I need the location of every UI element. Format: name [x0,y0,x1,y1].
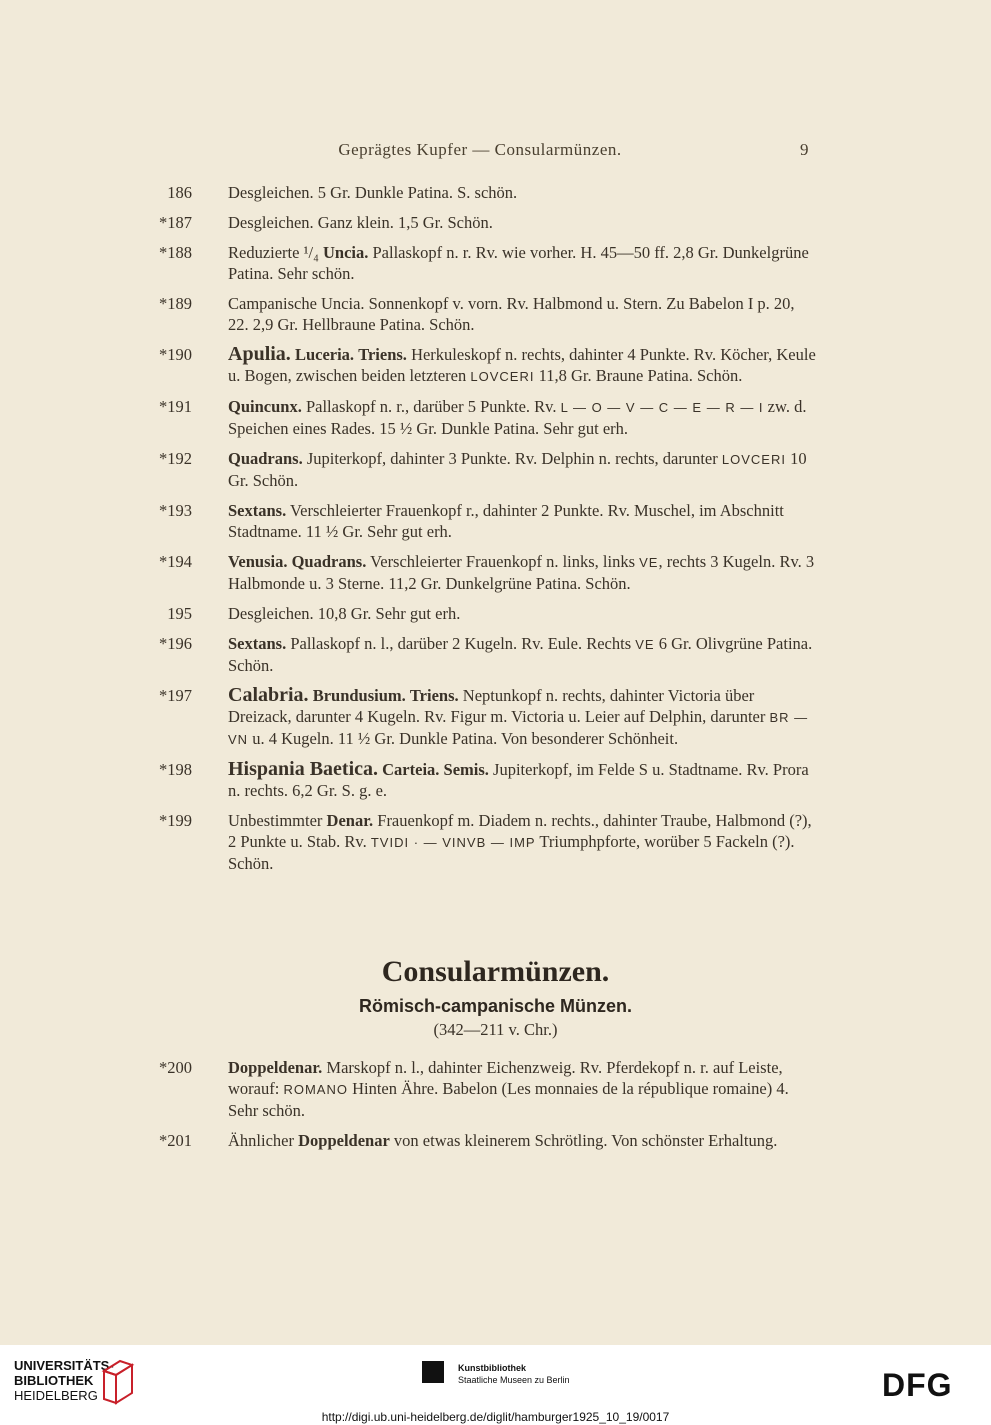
entry-text: LOVCERI [721,452,786,467]
entry-text: Desgleichen. 10,8 Gr. Sehr gut erh. [228,604,461,623]
entry-text: Verschleierter Frauenkopf n. links, links [366,552,640,571]
entry-text: Jupiterkopf, dahinter 3 Punkte. Rv. Delphin n. rechts, darunter [302,449,722,468]
entry-text: Uncia. [323,243,369,262]
section-date: (342—211 v. Chr.) [433,1020,558,1039]
section-subtitle: Römisch-campanische Münzen. [358,996,633,1016]
catalog-entry [148,633,818,676]
entry-text: Campanische Uncia. Sonnenkopf v. vorn. Rv. Halbmond u. Stern. Zu Babelon I p. 20, 22. 2,9 Gr. Hellbraune Patina. Schön. [228,294,795,334]
entry-text: Semis. [443,760,489,779]
entry-text: von etwas kleinerem Schrötling. Von schönster Erhaltung. [389,1131,778,1150]
entry-text: Ähnlicher [228,1131,299,1150]
entry-text: Verschleierter Frauenkopf r., dahinter 2 Punkte. Rv. Muschel, im Abschnitt Stadtname. 11 ½ Gr. Sehr gut erh. [228,501,784,541]
entry-text: 11,8 Gr. Braune Patina. Schön. [534,366,743,385]
entry-text: Pallaskopf n. r. Rv. wie vorher. H. 45—50 ff. 2,8 Gr. Dunkelgrüne Patina. Sehr schön. [228,243,809,283]
catalog-entry [148,448,818,491]
entry-text: Triumphpforte, worüber 5 Fackeln (?). Schön. [228,832,795,873]
entry-number: 195 [167,604,192,623]
entry-text: Desgleichen. 5 Gr. Dunkle Patina. S. schön. [228,183,518,202]
entry-number: *201 [159,1131,192,1150]
entry-text: L — O — V — C — E — R — I [560,400,764,415]
entry-number: *191 [159,397,192,416]
entry-text: Jupiterkopf, im Felde S u. Stadtname. Rv. Prora n. rechts. 6,2 Gr. S. g. e. [228,760,809,800]
catalog-entry [148,344,818,387]
catalog-entry [148,396,818,439]
entry-number: *199 [159,811,192,830]
catalog-entry [148,1057,818,1121]
catalog-entry [148,685,818,750]
catalog-entries-consular [148,1057,818,1160]
entry-text: Hinten Ähre. Babelon (Les monnaies de la république romaine) 4. Sehr schön. [228,1079,789,1120]
entry-number: *194 [159,552,192,571]
entry-text: Sextans. [228,501,287,520]
page-number: 9 [800,140,809,159]
catalog-entries [148,182,818,883]
catalog-entry [148,293,818,335]
entry-text: TVIDI · — VINVB — IMP [370,835,536,850]
entry-number: *196 [159,634,192,653]
entry-text: VE [639,555,659,570]
running-header: Geprägtes Kupfer — Consularmünzen. [338,140,622,159]
entry-text: Brundusium. [312,686,406,705]
entry-text: Venusia. [228,552,288,571]
entry-text: Triens. [409,686,459,705]
entry-number: *197 [159,686,192,705]
entry-text: VE [635,637,655,652]
entry-number: *200 [159,1058,192,1077]
catalog-entry [148,759,818,801]
entry-number: *187 [159,213,192,232]
entry-text: Hispania Baetica. [228,758,379,780]
catalog-entry [148,500,818,542]
library-line-1: UNIVERSITÄTS- [14,1358,114,1373]
entry-text: Marskopf n. l., dahinter Eichenzweig. Rv. Pferdekopf n. r. auf Leiste, worauf: [228,1058,783,1098]
entry-text: Unbestimmter [228,811,327,830]
entry-number: *188 [159,243,192,262]
entry-text: ROMANO [283,1082,348,1097]
kunstbibliothek-name[interactable] [458,1362,570,1386]
university-library-name[interactable] [14,1358,114,1403]
entry-text: 10 Gr. Schön. [228,449,807,490]
catalog-entry [148,603,818,624]
catalog-entry [148,551,818,594]
source-url[interactable]: http://digi.ub.uni-heidelberg.de/diglit/hamburger1925_10_19/0017 [321,1410,670,1424]
library-line-2: BIBLIOTHEK [14,1373,94,1388]
entry-text: u. 4 Kugeln. 11 ½ Gr. Dunkle Patina. Von besonderer Schönheit. [248,729,679,748]
entry-text: Carteia. [382,760,440,779]
entry-text: Frauenkopf m. Diadem n. rechts., dahinter Traube, Halbmond (?), 2 Punkte u. Stab. Rv. [228,811,812,851]
entry-number: 186 [167,183,192,202]
entry-text: Denar. [326,811,374,830]
entry-text: LOVCERI [470,369,535,384]
entry-number: *189 [159,294,192,313]
entry-text: Luceria. [294,345,355,364]
entry-number: *193 [159,501,192,520]
entry-number: *190 [159,345,192,364]
library-line-3: HEIDELBERG [14,1388,98,1403]
section-title: Consularmünzen. [381,955,610,988]
entry-text: Apulia. [228,343,291,365]
catalog-entry [148,242,818,284]
entry-number: *192 [159,449,192,468]
entry-text: Reduzierte ¹/₄ [228,243,323,262]
kb-line-1: Kunstbibliothek [458,1363,526,1373]
entry-text: 6 Gr. Olivgrüne Patina. Schön. [228,634,813,675]
entry-text: Desgleichen. Ganz klein. 1,5 Gr. Schön. [228,213,493,232]
entry-text: Neptunkopf n. rechts, dahinter Victoria über Dreizack, darunter 4 Kugeln. Rv. Figur m. Victoria u. Leier auf Delphin, darunter [228,686,770,726]
university-library-logo-icon [100,1357,136,1407]
kb-line-2: Staatliche Museen zu Berlin [458,1375,570,1385]
entry-text: Doppeldenar. [228,1058,323,1077]
entry-text: zw. d. Speichen eines Rades. 15 ½ Gr. Dunkle Patina. Sehr gut erh. [228,397,807,438]
entry-number: *198 [159,760,192,779]
entry-text: Quadrans. [228,449,303,468]
entry-text: Herkuleskopf n. rechts, dahinter 4 Punkte. Rv. Köcher, Keule u. Bogen, zwischen beiden letzteren [228,345,816,385]
entry-text: Triens. [358,345,407,364]
catalog-entry [148,182,818,203]
catalog-entry [148,212,818,233]
entry-text: Pallaskopf n. l., darüber 2 Kugeln. Rv. Eule. Rechts [286,634,636,653]
entry-text: Calabria. [228,684,309,706]
catalog-entry [148,810,818,874]
entry-text: Sextans. [228,634,287,653]
entry-text: Quadrans. [291,552,367,571]
entry-text: BR — VN [228,710,809,747]
kunstbibliothek-logo-icon [422,1361,444,1383]
entry-text: , rechts 3 Kugeln. Rv. 3 Halbmonde u. 3 Sterne. 11,2 Gr. Dunkelgrüne Patina. Schön. [228,552,815,593]
dfg-logo[interactable]: DFG [882,1367,953,1403]
entry-text: Pallaskopf n. r., darüber 5 Punkte. Rv. [301,397,561,416]
entry-text: Quincunx. [228,397,302,416]
entry-text: Doppeldenar [298,1131,390,1150]
catalog-entry [148,1130,818,1151]
